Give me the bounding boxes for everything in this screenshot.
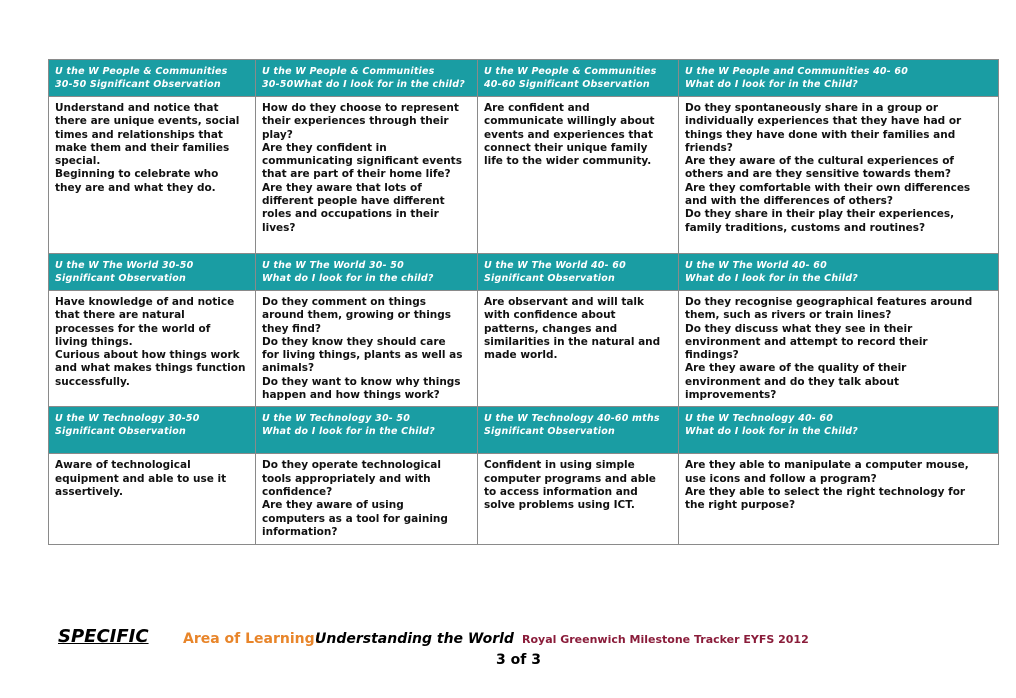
content-cell: Do they comment on things around them, growing or things they find? Do they know they should care for living things, plants as well as animals? Do they want to know why things happen and how things work? <box>256 291 478 407</box>
header-cell: U the W The World 40- 60 What do I look for in the Child? <box>679 254 999 291</box>
content-cell: Are observant and will talk with confidence about patterns, changes and similarities in the natural and made world. <box>478 291 679 407</box>
the-world-header-row <box>49 254 999 291</box>
header-cell: U the W People & Communities 40-60 Significant Observation <box>478 60 679 97</box>
people-communities-content-row <box>49 97 999 254</box>
milestone-table <box>48 59 999 545</box>
content-cell: Have knowledge of and notice that there are natural processes for the world of living things. Curious about how things work and what makes things function successfully. <box>49 291 256 407</box>
header-cell: U the W The World 40- 60 Significant Observation <box>478 254 679 291</box>
area-of-learning-label: Area of Learning: <box>183 631 321 647</box>
content-cell: Are confident and communicate willingly about events and experiences that connect their unique family life to the wider community. <box>478 97 679 254</box>
content-cell: How do they choose to represent their experiences through their play? Are they confident in communicating significant events that are part of their home life? Are they aware that lots of different people have different roles and occupations in their lives? <box>256 97 478 254</box>
header-cell: U the W Technology 40-60 mths Significant Observation <box>478 407 679 454</box>
header-cell: U the W The World 30- 50 What do I look for in the child? <box>256 254 478 291</box>
content-cell: Aware of technological equipment and able to use it assertively. <box>49 454 256 545</box>
header-cell: U the W People and Communities 40- 60 What do I look for in the Child? <box>679 60 999 97</box>
header-cell: U the W The World 30-50 Significant Observation <box>49 254 256 291</box>
specific-title: SPECIFIC <box>58 626 149 647</box>
content-cell: Are they able to manipulate a computer mouse, use icons and follow a program? Are they able to select the right technology for the right purpose? <box>679 454 999 545</box>
content-cell: Confident in using simple computer programs and able to access information and solve problems using ICT. <box>478 454 679 545</box>
header-cell: U the W People & Communities 30-50 Significant Observation <box>49 60 256 97</box>
content-cell: Do they recognise geographical features around them, such as rivers or train lines? Do they discuss what they see in their environment and attempt to record their findings? Are they aware of the quality of their environment and do they talk about improvements? <box>679 291 999 407</box>
content-cell: Do they operate technological tools appropriately and with confidence? Are they aware of using computers as a tool for gaining information? <box>256 454 478 545</box>
header-cell: U the W Technology 40- 60 What do I look for in the Child? <box>679 407 999 454</box>
technology-header-row <box>49 407 999 454</box>
header-cell: U the W Technology 30-50 Significant Observation <box>49 407 256 454</box>
the-world-content-row <box>49 291 999 407</box>
header-cell: U the W People & Communities 30-50What do I look for in the child? <box>256 60 478 97</box>
content-cell: Do they spontaneously share in a group or individually experiences that they have had or things they have done with their families and friends? Are they aware of the cultural experiences of others and are they sensitive towards them? Are they comfortable with their own differences and with the differences of others? Do they share in their play their experiences, family traditions, customs and routines? <box>679 97 999 254</box>
header-cell: U the W Technology 30- 50 What do I look for in the Child? <box>256 407 478 454</box>
content-cell: Understand and notice that there are unique events, social times and relationships that make them and their families special. Beginning to celebrate who they are and what they do. <box>49 97 256 254</box>
technology-content-row <box>49 454 999 545</box>
people-communities-header-row <box>49 60 999 97</box>
page-number: 3 of 3 <box>496 652 541 668</box>
area-of-learning-value: Understanding the World <box>315 631 514 647</box>
tracker-title: Royal Greenwich Milestone Tracker EYFS 2012 <box>522 633 809 646</box>
